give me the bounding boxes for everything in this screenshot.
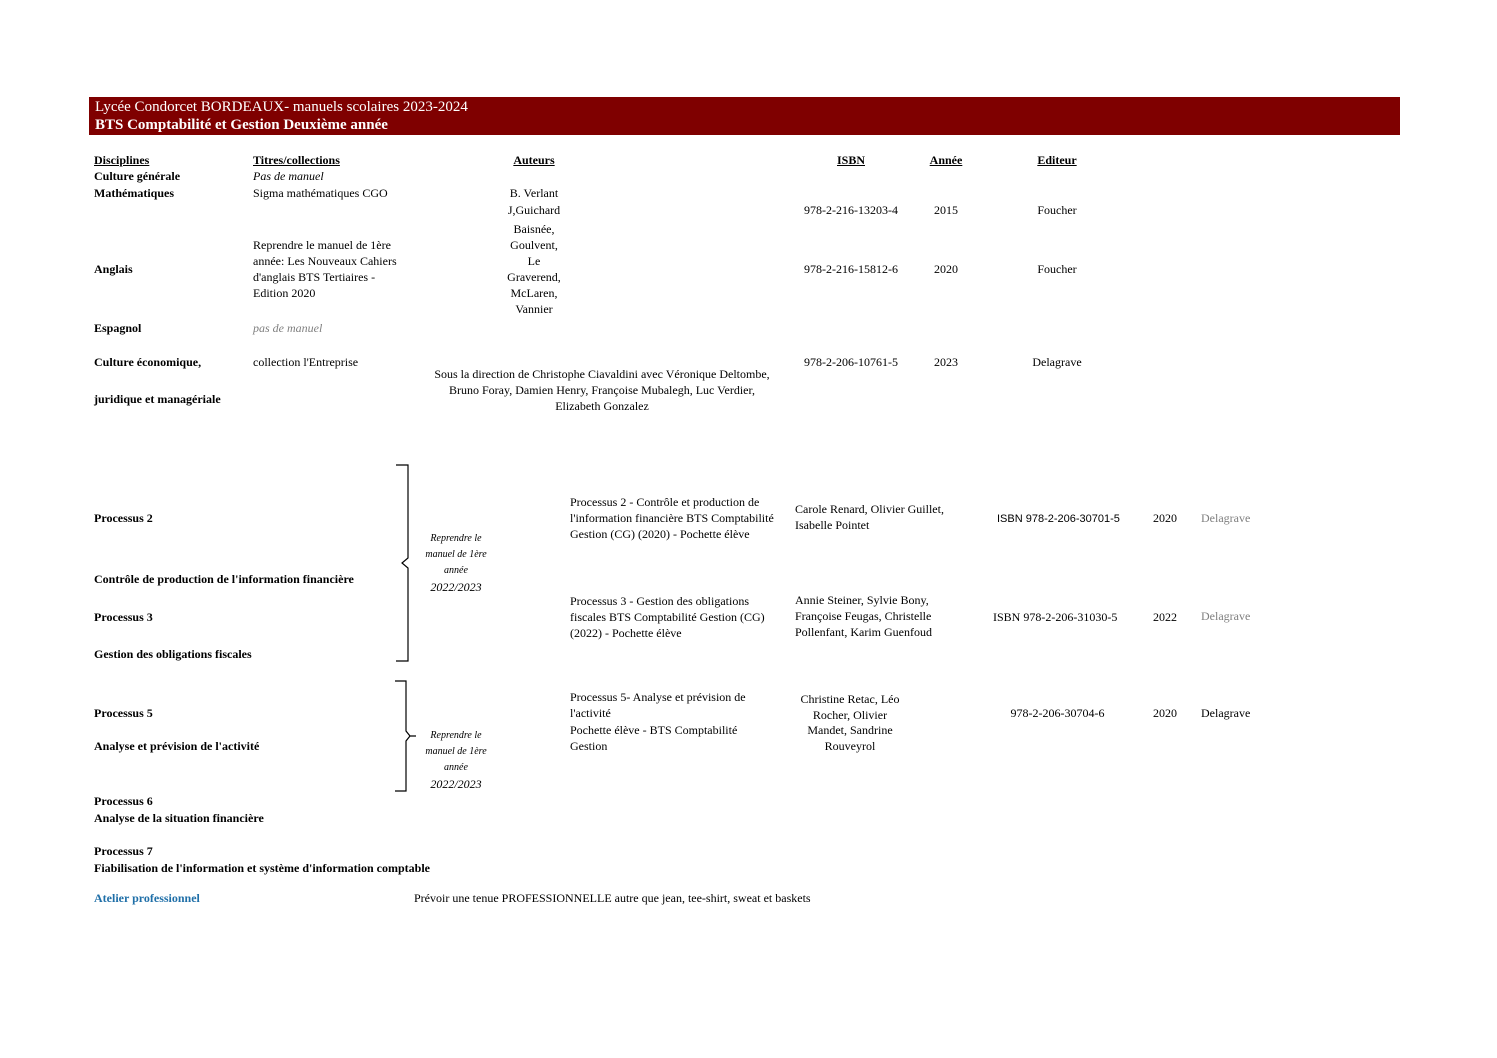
titre-processus-3-3: (2022) - Pochette élève [570,626,682,640]
titre-processus-5-1: Processus 5- Analyse et prévision de [570,690,746,704]
auteur-processus-2-2: Isabelle Pointet [795,518,870,532]
editeur-mathematiques: Foucher [1037,203,1077,217]
isbn-culture-eco: 978-2-206-10761-5 [804,355,898,369]
col-header-editeur: Editeur [1037,153,1077,167]
discipline-processus-3: Processus 3 [94,610,153,624]
discipline-mathematiques: Mathématiques [94,186,174,200]
auteur-anglais-2: Goulvent, [510,238,558,252]
titre-mathematiques: Sigma mathématiques CGO [253,186,388,200]
isbn-processus-3: ISBN 978-2-206-31030-5 [993,610,1118,624]
editeur-processus-2: Delagrave [1201,511,1251,525]
sous-titre-processus-2: Contrôle de production de l'information financière [94,572,354,586]
titre-processus-5-4: Gestion [570,739,608,753]
auteur-culture-eco-1: Sous la direction de Christophe Ciavaldini avec Véronique Deltombe, [434,367,770,381]
auteur-mathematiques-2: J,Guichard [507,203,561,217]
titre-processus-5-3: Pochette élève - BTS Comptabilité [570,723,738,737]
auteur-mathematiques-1: B. Verlant [509,186,559,200]
col-header-titres: Titres/collections [253,153,340,167]
annee-anglais: 2020 [934,262,958,276]
page-title: Lycée Condorcet BORDEAUX- manuels scolaires 2023-2024 [95,99,468,115]
titre-processus-3-1: Processus 3 - Gestion des obligations [570,594,749,608]
annee-processus-2: 2020 [1153,511,1177,525]
editeur-processus-5: Delagrave [1201,706,1251,720]
discipline-processus-7: Processus 7 [94,844,153,858]
col-header-disciplines: Disciplines [94,153,150,167]
header-banner [89,97,1400,135]
auteur-culture-eco-3: Elizabeth Gonzalez [555,399,649,413]
auteur-processus-3-3: Pollenfant, Karim Guenfoud [795,625,932,639]
auteur-processus-5-4: Rouveyrol [824,739,876,753]
note-1-line-4: 2022/2023 [430,580,482,594]
annee-processus-5: 2020 [1153,706,1177,720]
discipline-culture-eco-2: juridique et managériale [94,392,221,406]
titre-anglais-3: d'anglais BTS Tertiaires - [253,270,376,284]
auteur-processus-3-1: Annie Steiner, Sylvie Bony, [795,593,929,607]
sous-titre-processus-3: Gestion des obligations fiscales [94,647,252,661]
discipline-espagnol: Espagnol [94,321,142,335]
isbn-processus-5: 978-2-206-30704-6 [1010,706,1105,720]
discipline-culture-eco-1: Culture économique, [94,355,202,369]
auteur-processus-3-2: Françoise Feugas, Christelle [795,609,932,623]
titre-processus-3-2: fiscales BTS Comptabilité Gestion (CG) [570,610,765,624]
note-2-line-3: année [444,762,468,773]
note-1-line-2: manuel de 1ère [425,549,487,560]
auteur-processus-2-1: Carole Renard, Olivier Guillet, [795,502,944,516]
editeur-processus-3: Delagrave [1201,609,1251,623]
titre-processus-5-2: l'activité [570,706,611,720]
titre-anglais-2: année: Les Nouveaux Cahiers [253,254,397,268]
titre-anglais-4: Edition 2020 [253,286,316,300]
col-header-auteurs: Auteurs [513,153,555,167]
auteur-culture-eco-2: Bruno Foray, Damien Henry, Françoise Mubalegh, Luc Verdier, [449,383,755,397]
titre-processus-2-2: l'information financière BTS Comptabilité [570,511,774,525]
isbn-processus-2: ISBN 978-2-206-30701-5 [997,513,1120,525]
col-header-annee: Année [929,153,963,167]
auteur-anglais-1: Baisnée, [513,222,555,236]
discipline-processus-5: Processus 5 [94,706,153,720]
note-atelier: Prévoir une tenue PROFESSIONNELLE autre que jean, tee-shirt, sweat et baskets [414,891,811,905]
discipline-anglais: Anglais [94,262,133,276]
titre-culture-generale: Pas de manuel [253,169,324,183]
titre-processus-2-3: Gestion (CG) (2020) - Pochette élève [570,527,750,541]
titre-culture-eco: collection l'Entreprise [253,355,359,369]
auteur-processus-5-1: Christine Retac, Léo [800,692,900,706]
annee-processus-3: 2022 [1153,610,1177,624]
discipline-processus-6: Processus 6 [94,794,153,808]
editeur-anglais: Foucher [1037,262,1077,276]
titre-processus-2-1: Processus 2 - Contrôle et production de [570,495,760,509]
auteur-anglais-6: Vannier [515,302,553,316]
editeur-culture-eco: Delagrave [1032,355,1082,369]
isbn-mathematiques: 978-2-216-13203-4 [804,203,898,217]
sous-titre-processus-6: Analyse de la situation financière [94,811,264,825]
discipline-culture-generale: Culture générale [94,169,181,183]
auteur-processus-5-3: Mandet, Sandrine [807,723,893,737]
note-2-line-1: Reprendre le [430,730,482,741]
discipline-atelier: Atelier professionnel [94,891,200,905]
discipline-processus-2: Processus 2 [94,511,153,525]
note-1-line-3: année [444,565,468,576]
sous-titre-processus-7: Fiabilisation de l'information et système d'information comptable [94,861,430,875]
auteur-anglais-5: McLaren, [510,286,558,300]
auteur-anglais-3: Le [527,254,541,268]
col-header-isbn: ISBN [836,153,865,167]
note-1-line-1: Reprendre le [430,533,482,544]
isbn-anglais: 978-2-216-15812-6 [804,262,898,276]
titre-espagnol: pas de manuel [253,321,323,335]
note-2-line-4: 2022/2023 [430,777,482,791]
auteur-processus-5-2: Rocher, Olivier [812,708,888,722]
page-subtitle: BTS Comptabilité et Gestion Deuxième année [95,117,388,133]
auteur-anglais-4: Graverend, [507,270,561,284]
annee-culture-eco: 2023 [934,355,958,369]
note-2-line-2: manuel de 1ère [425,746,487,757]
sous-titre-processus-5: Analyse et prévision de l'activité [94,739,260,753]
annee-mathematiques: 2015 [934,203,958,217]
titre-anglais-1: Reprendre le manuel de 1ère [253,238,391,252]
